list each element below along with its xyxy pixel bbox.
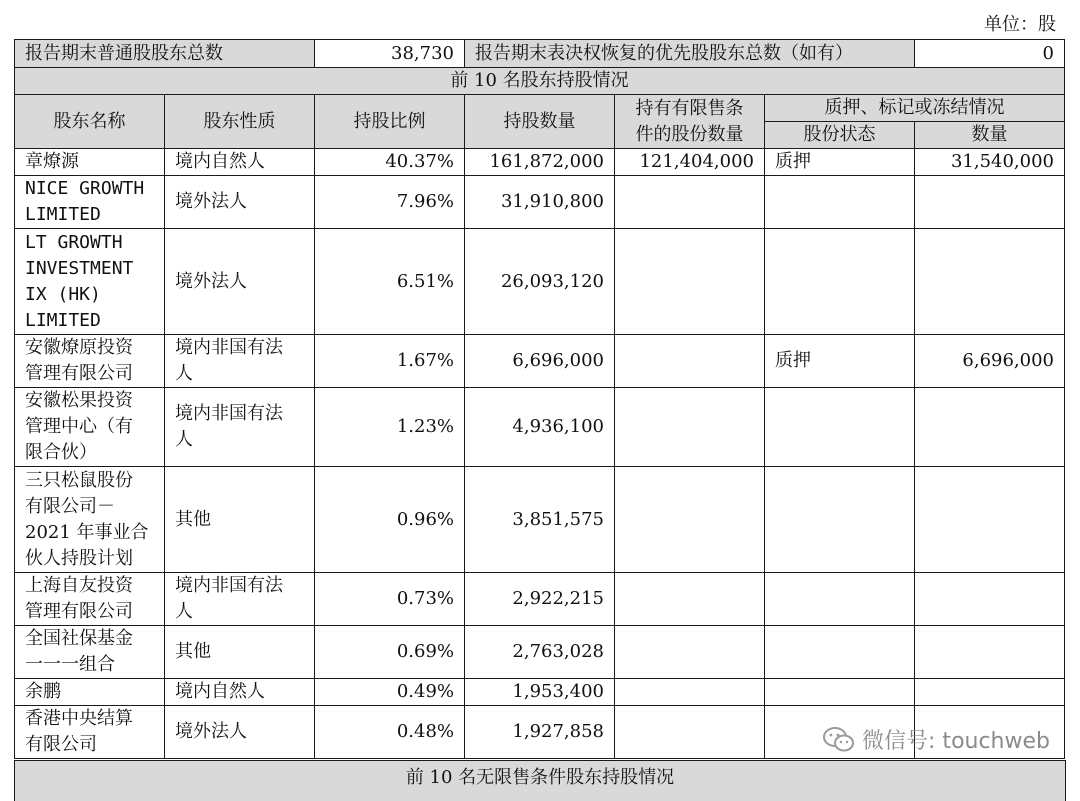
holder-name: 章燎源 (15, 149, 165, 176)
holder-restricted (615, 573, 765, 626)
holder-restricted (615, 706, 765, 759)
section-title-row (15, 68, 1065, 95)
holder-nature: 境内非国有法 人 (165, 335, 315, 388)
holder-restricted (615, 229, 765, 335)
holder-ratio: 40.37% (315, 149, 465, 176)
holder-name: 安徽燎原投资 管理有限公司 (15, 335, 165, 388)
holder-quantity: 2,922,215 (465, 573, 615, 626)
preferred-shareholders-value: 0 (915, 40, 1065, 68)
holder-quantity: 26,093,120 (465, 229, 615, 335)
holder-pledge-quantity (915, 573, 1065, 626)
table-row (15, 176, 1065, 229)
holder-restricted (615, 176, 765, 229)
table-row (15, 149, 1065, 176)
holder-nature: 境内自然人 (165, 149, 315, 176)
holder-nature: 境外法人 (165, 706, 315, 759)
header-pledge-quantity: 数量 (915, 122, 1065, 149)
header-restricted: 持有有限售条 件的股份数量 (615, 95, 765, 149)
header-row-1 (15, 95, 1065, 122)
holder-name: 三只松鼠股份 有限公司－ 2021 年事业合 伙人持股计划 (15, 467, 165, 573)
holder-name: 余鹏 (15, 679, 165, 706)
header-name: 股东名称 (15, 95, 165, 149)
preferred-shareholders-label: 报告期末表决权恢复的优先股股东总数（如有） (465, 40, 915, 68)
holder-nature: 其他 (165, 467, 315, 573)
holder-name: 全国社保基金 一一一组合 (15, 626, 165, 679)
holder-quantity: 4,936,100 (465, 388, 615, 467)
holder-quantity: 6,696,000 (465, 335, 615, 388)
holder-pledge-status (765, 573, 915, 626)
summary-row (15, 40, 1065, 68)
holder-quantity: 31,910,800 (465, 176, 615, 229)
holder-quantity: 1,927,858 (465, 706, 615, 759)
holder-name: NICE GROWTH LIMITED (15, 176, 165, 229)
holder-name: 安徽松果投资 管理中心（有 限合伙） (15, 388, 165, 467)
holder-ratio: 0.96% (315, 467, 465, 573)
holder-pledge-quantity (915, 229, 1065, 335)
holder-name: LT GROWTH INVESTMENT IX (HK) LIMITED (15, 229, 165, 335)
holder-quantity: 161,872,000 (465, 149, 615, 176)
holder-nature: 境外法人 (165, 176, 315, 229)
holder-nature: 境外法人 (165, 229, 315, 335)
shareholders-table (14, 39, 1065, 759)
holder-pledge-status: 质押 (765, 335, 915, 388)
holder-pledge-status (765, 467, 915, 573)
table-row (15, 467, 1065, 573)
holder-pledge-quantity (915, 626, 1065, 679)
table-row (15, 335, 1065, 388)
holder-pledge-status (765, 176, 915, 229)
holder-restricted (615, 388, 765, 467)
header-nature: 股东性质 (165, 95, 315, 149)
table-row (15, 679, 1065, 706)
watermark (822, 724, 1050, 755)
header-pledge-status: 股份状态 (765, 122, 915, 149)
holder-pledge-quantity: 6,696,000 (915, 335, 1065, 388)
table-row (15, 388, 1065, 467)
section-title: 前 10 名股东持股情况 (15, 68, 1065, 95)
holder-pledge-quantity (915, 467, 1065, 573)
unit-label: 单位：股 (984, 14, 1056, 35)
holder-quantity: 2,763,028 (465, 626, 615, 679)
holder-name: 上海自友投资 管理有限公司 (15, 573, 165, 626)
table-row (15, 229, 1065, 335)
header-pledge-group: 质押、标记或冻结情况 (765, 95, 1065, 122)
holder-ratio: 0.69% (315, 626, 465, 679)
holder-ratio: 0.48% (315, 706, 465, 759)
holder-restricted (615, 679, 765, 706)
common-shareholders-value: 38,730 (315, 40, 465, 68)
next-section-title: 前 10 名无限售条件股东持股情况 (405, 767, 675, 788)
holder-pledge-quantity: 31,540,000 (915, 149, 1065, 176)
holder-pledge-status: 质押 (765, 149, 915, 176)
wechat-icon (822, 726, 856, 754)
table-row (15, 573, 1065, 626)
holder-ratio: 7.96% (315, 176, 465, 229)
holder-nature: 其他 (165, 626, 315, 679)
holder-ratio: 1.23% (315, 388, 465, 467)
holder-nature: 境内非国有法 人 (165, 388, 315, 467)
table-row (15, 626, 1065, 679)
holder-pledge-status (765, 679, 915, 706)
next-section-title-row (14, 760, 1066, 801)
holder-restricted (615, 467, 765, 573)
holder-restricted: 121,404,000 (615, 149, 765, 176)
holder-ratio: 0.73% (315, 573, 465, 626)
holder-name: 香港中央结算 有限公司 (15, 706, 165, 759)
holder-ratio: 6.51% (315, 229, 465, 335)
holder-quantity: 3,851,575 (465, 467, 615, 573)
holder-ratio: 1.67% (315, 335, 465, 388)
holder-pledge-quantity (915, 679, 1065, 706)
holder-pledge-status (765, 626, 915, 679)
watermark-text: 微信号: touchweb (862, 729, 1050, 754)
holder-nature: 境内非国有法 人 (165, 573, 315, 626)
common-shareholders-label: 报告期末普通股股东总数 (15, 40, 315, 68)
holder-pledge-status (765, 229, 915, 335)
holder-restricted (615, 335, 765, 388)
holder-pledge-status (765, 388, 915, 467)
holder-ratio: 0.49% (315, 679, 465, 706)
header-ratio: 持股比例 (315, 95, 465, 149)
holder-pledge-quantity (915, 388, 1065, 467)
holder-nature: 境内自然人 (165, 679, 315, 706)
header-quantity: 持股数量 (465, 95, 615, 149)
holder-quantity: 1,953,400 (465, 679, 615, 706)
holder-restricted (615, 626, 765, 679)
holder-pledge-quantity (915, 176, 1065, 229)
